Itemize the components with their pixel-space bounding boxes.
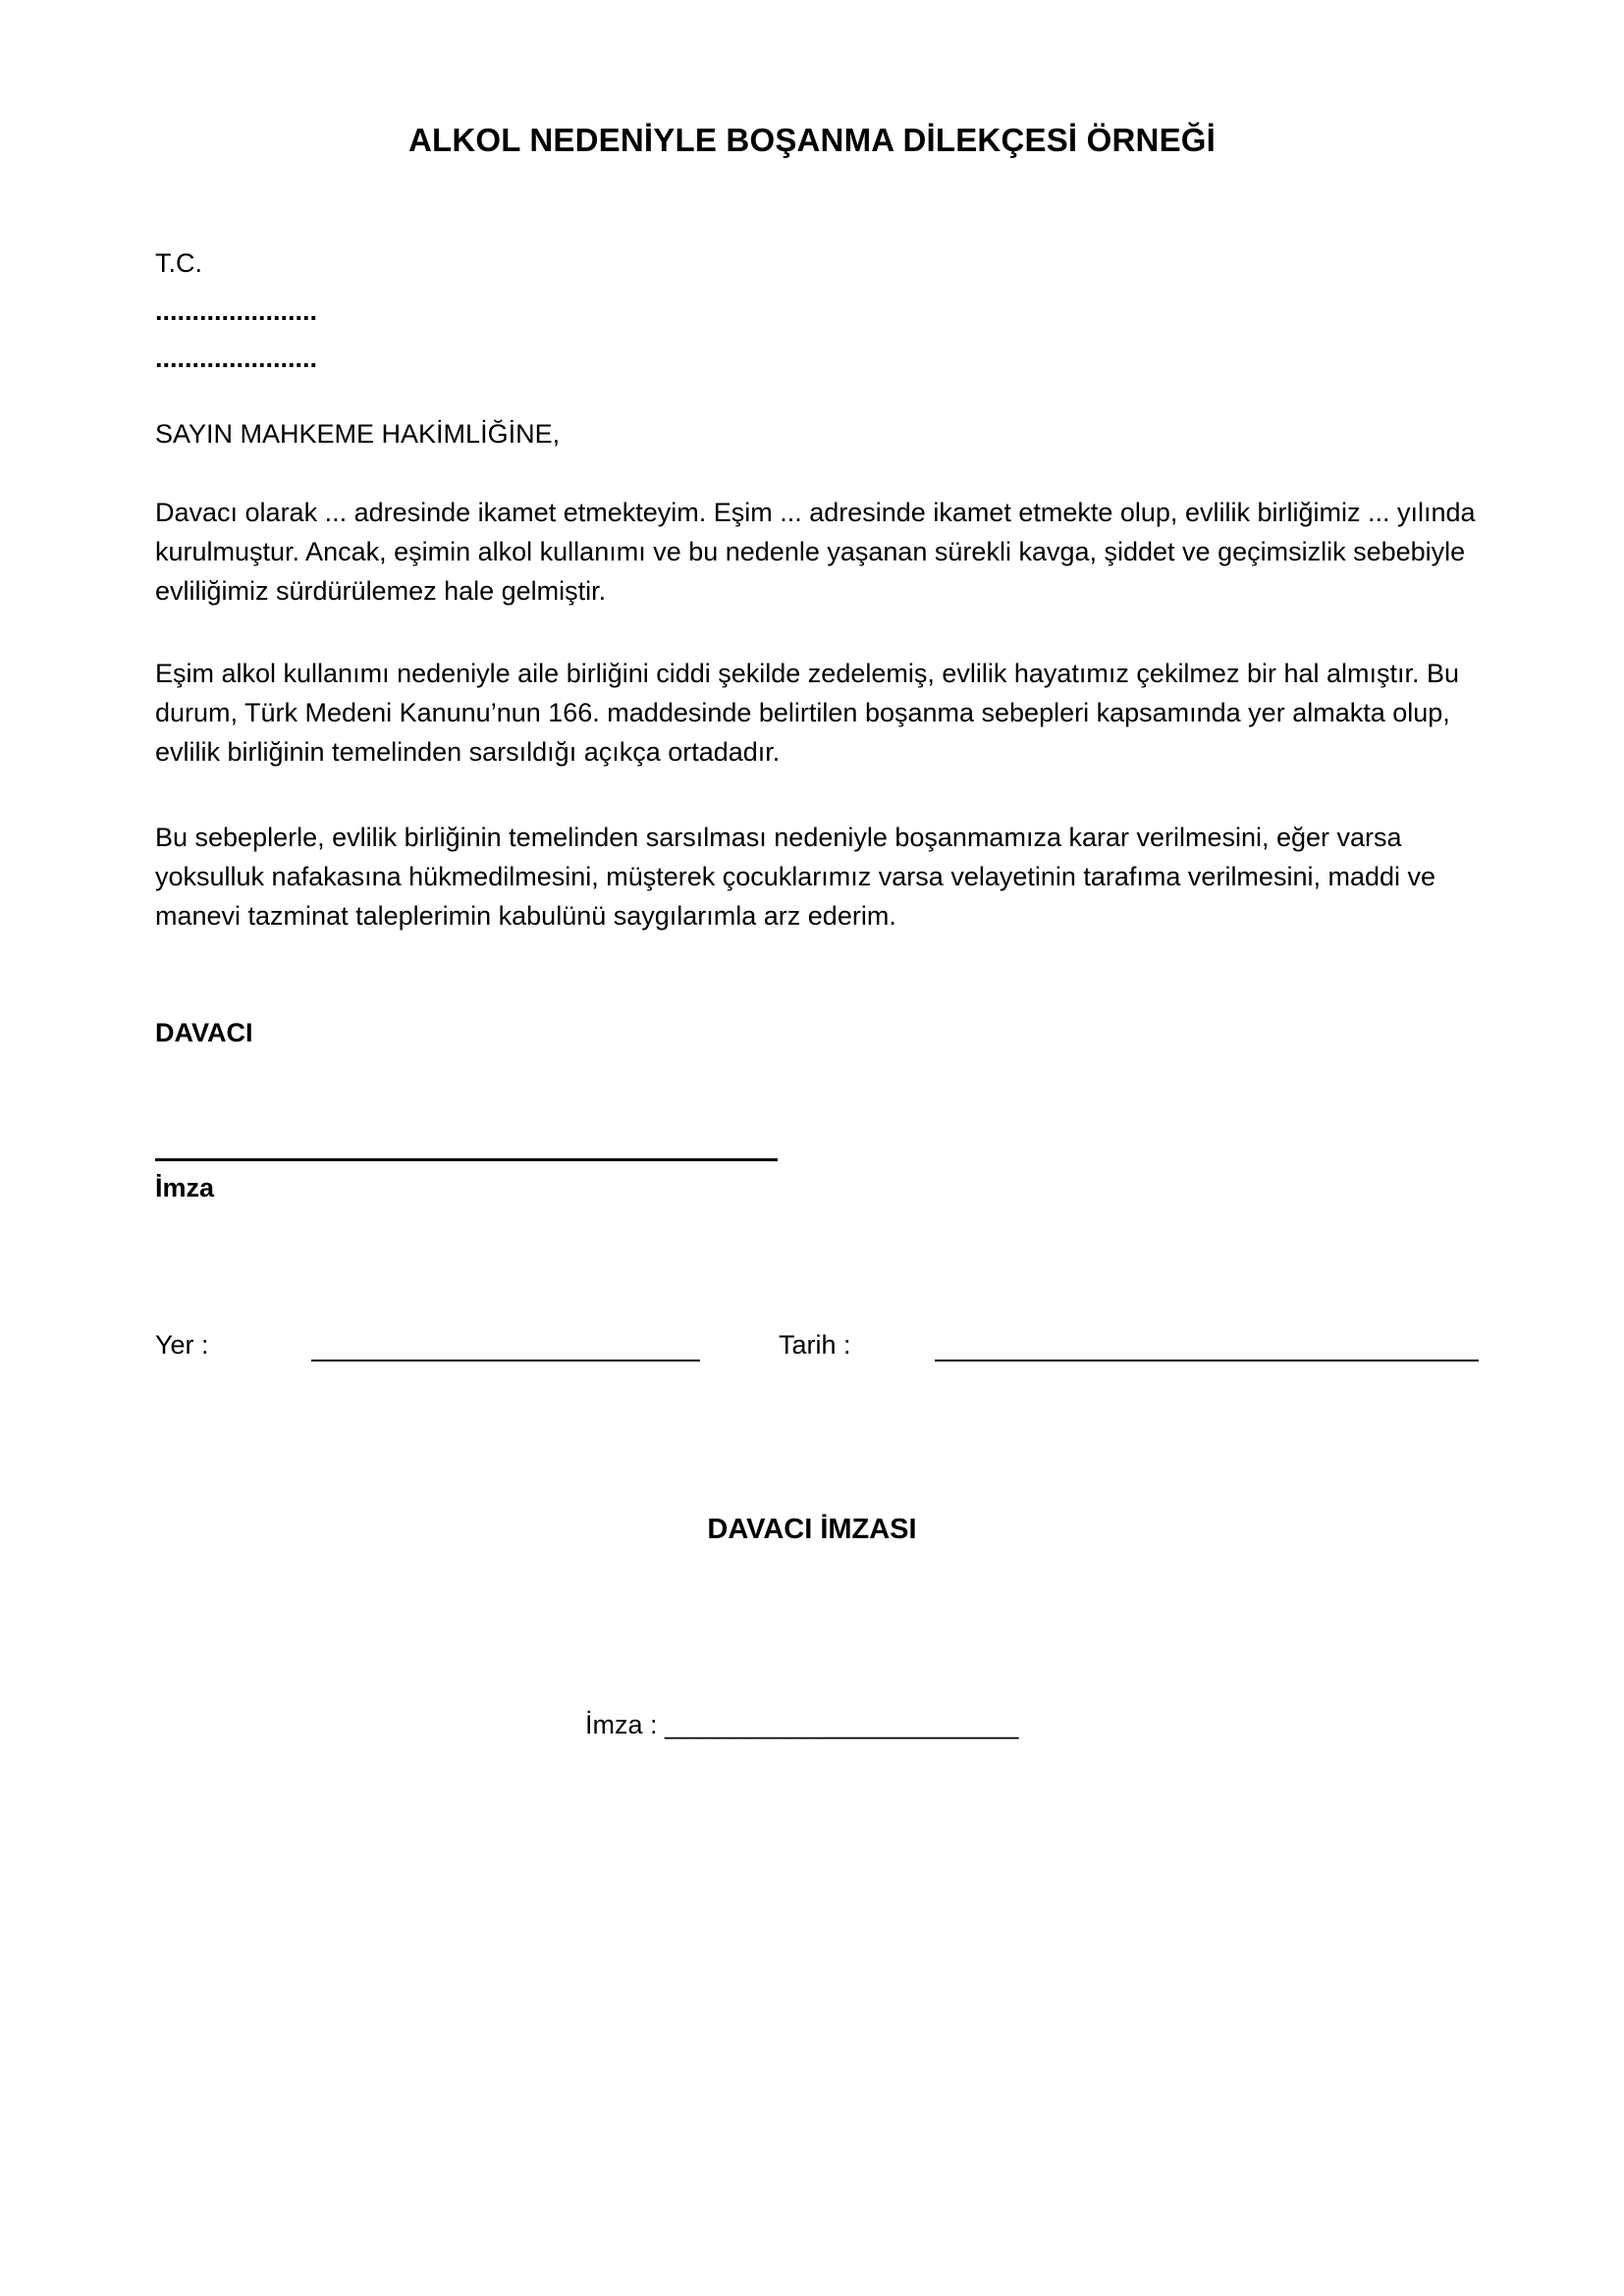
paragraph-3: [155, 818, 1490, 935]
court-placeholder-1: ......................: [155, 296, 318, 326]
court-placeholder-2: ......................: [155, 344, 318, 373]
date-label: Tarih :: [779, 1330, 851, 1360]
plaintiff-signature-heading: DAVACI İMZASI: [707, 1514, 917, 1545]
signature-label: İmza: [155, 1173, 215, 1202]
paragraph-2: [155, 654, 1490, 772]
tc-label: T.C.: [155, 248, 203, 278]
plaintiff-label: DAVACI: [155, 1018, 253, 1047]
paragraph-1: [155, 493, 1490, 611]
place-label: Yer :: [155, 1330, 209, 1360]
place-field-line: [311, 1360, 700, 1362]
paragraph-3-text: Bu sebeplerle, evlilik birliğinin temelinden sarsılması nedeniyle boşanmamıza karar verilmesini, eğer varsa yoksulluk nafakasına hükmedilmesini, müşterek çocuklarımız varsa velayetinin tarafıma verilmesini, maddi ve manevi tazminat taleplerimin kabulünü saygılarımla arz ederim.: [155, 823, 1436, 931]
bottom-signature-field: İmza : ________________________: [585, 1710, 1019, 1739]
date-field-line: [935, 1360, 1479, 1362]
paragraph-1-text: Davacı olarak ... adresinde ikamet etmekteyim. Eşim ... adresinde ikamet etmekte olup, evlilik birliğimiz ... yılında kurulmuştur. Ancak, eşimin alkol kullanımı ve bu nedenle yaşanan sürekli kavga, şiddet ve geçimsizlik sebebiyle evliliğimiz sürdürülemez hale gelmiştir.: [155, 498, 1476, 606]
salutation: SAYIN MAHKEME HAKİMLİĞİNE,: [155, 419, 561, 449]
document-title: ALKOL NEDENİYLE BOŞANMA DİLEKÇESİ ÖRNEĞİ: [407, 122, 1217, 158]
signature-line: [155, 1158, 778, 1161]
paragraph-2-text: Eşim alkol kullanımı nedeniyle aile birliğini ciddi şekilde zedelemiş, evlilik hayatımız çekilmez bir hal almıştır. Bu durum, Türk Medeni Kanunu’nun 166. maddesinde belirtilen boşanma sebepleri kapsamında yer almakta olup, evlilik birliğinin temelinden sarsıldığı açıkça ortadadır.: [155, 659, 1460, 767]
